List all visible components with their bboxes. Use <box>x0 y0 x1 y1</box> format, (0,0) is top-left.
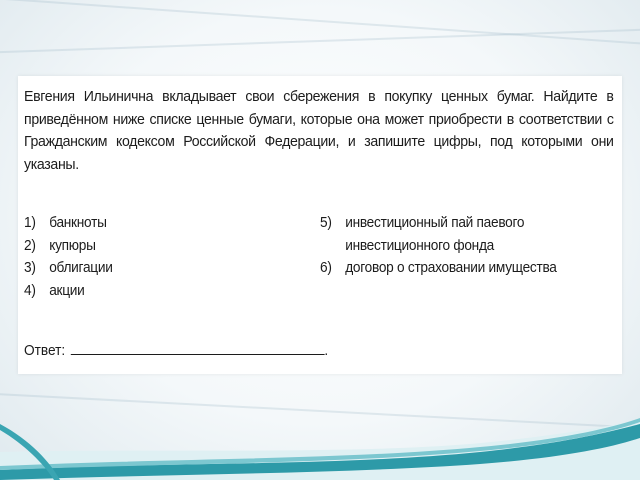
question-card <box>18 76 622 374</box>
option-4 <box>24 280 113 303</box>
answer-label: Ответ: <box>24 342 66 359</box>
option-label: купюры <box>49 236 96 254</box>
options-left-column <box>24 212 113 302</box>
answer-blank-line[interactable] <box>71 340 325 355</box>
option-number: 6) <box>320 259 332 276</box>
option-6 <box>320 257 557 280</box>
option-number: 4) <box>24 281 36 299</box>
option-label: инвестиционный пай паевого инвестиционного фонда <box>345 214 525 254</box>
option-label: договор о страховании имущества <box>345 259 557 276</box>
option-2 <box>24 235 113 258</box>
option-3 <box>24 257 113 280</box>
option-label: облигации <box>49 259 113 276</box>
option-number: 5) <box>320 214 332 231</box>
option-number: 3) <box>24 259 36 276</box>
option-label: акции <box>49 281 85 299</box>
question-text: Евгения Ильинична вкладывает свои сбережения в покупку ценных бумаг. Найдите в приведённом ниже списке ценные бумаги, которые она может приобрести в соответствии с Гражданским кодексом Российской Федерации, и запишите цифры, под которыми они указаны. <box>24 88 614 173</box>
options-right-column <box>320 212 557 280</box>
answer-suffix: . <box>324 342 329 359</box>
option-5 <box>320 212 552 257</box>
option-1 <box>24 212 113 235</box>
option-number: 2) <box>24 236 36 254</box>
option-label: банкноты <box>49 214 107 231</box>
answer-row <box>24 340 328 362</box>
option-number: 1) <box>24 214 36 231</box>
